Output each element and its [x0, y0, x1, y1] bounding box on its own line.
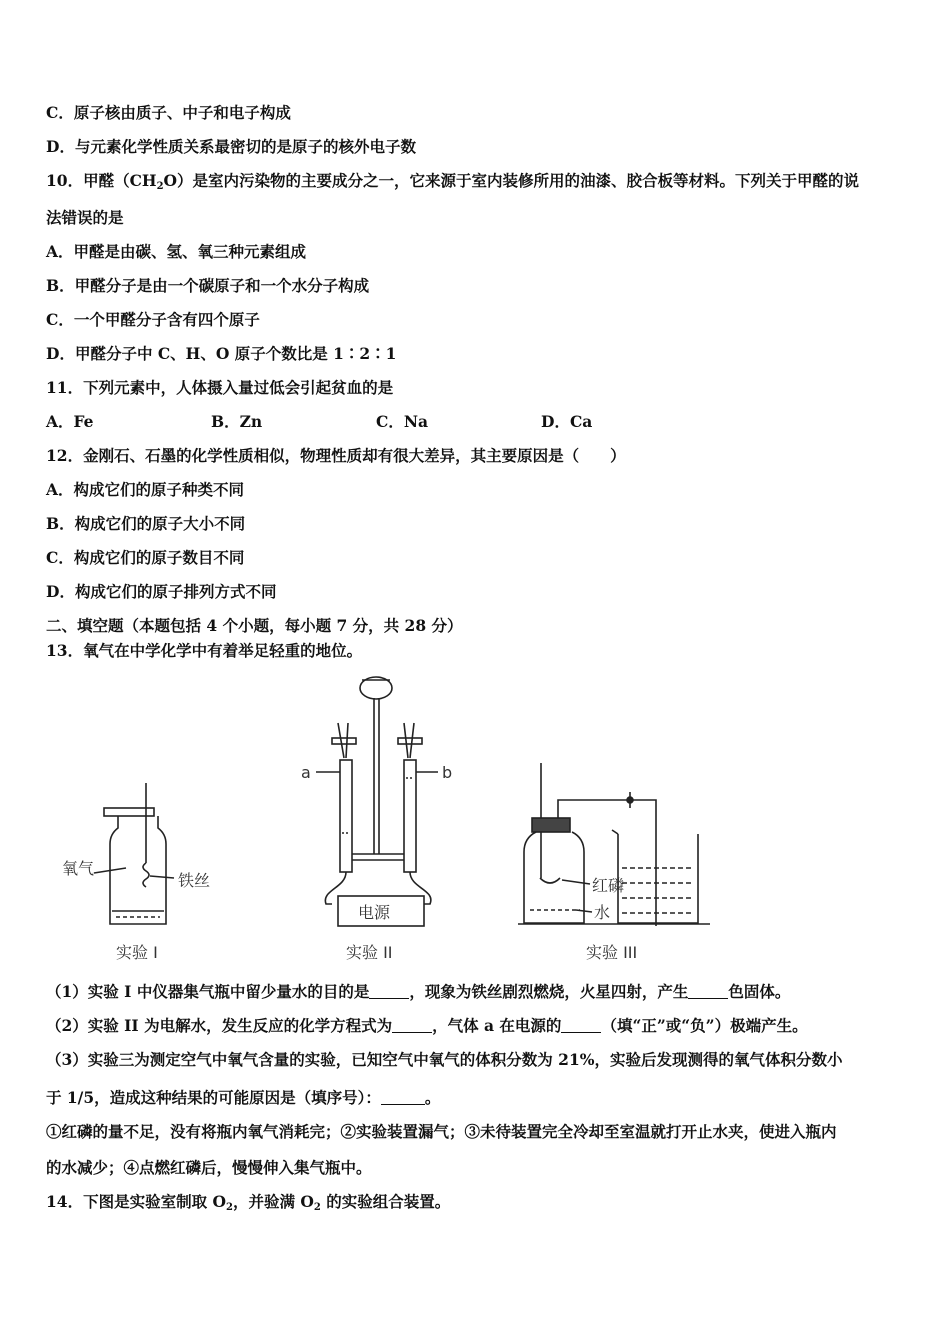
- caption-experiment-3: 实验 III: [586, 943, 638, 962]
- q14-stem-part: 的实验组合装置。: [320, 1192, 451, 1211]
- q9-option-c: C．原子核由质子、中子和电子构成: [46, 103, 291, 122]
- label-oxygen: 氧气: [62, 859, 95, 878]
- q12-option-a: A．构成它们的原子种类不同: [46, 480, 245, 499]
- q9-option-d: D．与元素化学性质关系最密切的是原子的核外电子数: [46, 137, 416, 156]
- q12-stem: 12．金刚石、石墨的化学性质相似，物理性质却有很大差异，其主要原因是（ ）: [46, 446, 626, 465]
- q13-part2-text: （2）实验 II 为电解水，发生反应的化学方程式为: [46, 1016, 393, 1035]
- q11-option-a: A．Fe: [46, 412, 94, 431]
- q13-part1-text: ，现象为铁丝剧烈燃烧，火星四射，产生: [409, 982, 689, 1001]
- label-red-phosphorus: 红磷: [592, 876, 625, 895]
- q13-reasons: ①红磷的量不足，没有将瓶内氧气消耗完；②实验装置漏气；③未待装置完全冷却至室温就打开止水夹，使进入瓶内: [46, 1122, 837, 1141]
- q11-stem: 11．下列元素中，人体摄入量过低会引起贫血的是: [46, 378, 394, 397]
- experiment-3-apparatus: [518, 763, 710, 926]
- answer-blank[interactable]: [688, 984, 728, 999]
- red-phosphorus-leader: [562, 880, 590, 884]
- combustion-spoon: [540, 878, 560, 883]
- answer-blank[interactable]: [561, 1018, 601, 1033]
- caption-experiment-1: 实验 I: [116, 943, 158, 962]
- q13-part3-text: 于 1/5，造成这种结果的可能原因是（填序号）：: [46, 1088, 381, 1107]
- q13-part2: [46, 1016, 808, 1036]
- q11-option-c: C．Na: [376, 412, 429, 431]
- q14-stem-part: ，并验满 O: [232, 1192, 314, 1211]
- water-leader: [576, 910, 592, 912]
- q12-option-d: D．构成它们的原子排列方式不同: [46, 582, 277, 601]
- q11-options: [46, 412, 592, 432]
- experiment-2-apparatus: [316, 677, 438, 926]
- answer-blank[interactable]: [369, 984, 409, 999]
- q10-option-b: B．甲醛分子是由一个碳原子和一个水分子构成: [46, 276, 370, 295]
- beaker: [618, 834, 698, 923]
- q13-part2-text: ，气体 a 在电源的: [432, 1016, 562, 1035]
- iron-wire-leader: [150, 876, 174, 878]
- q14-stem-part: 14．下图是实验室制取 O: [46, 1192, 226, 1211]
- q12-option-c: C．构成它们的原子数目不同: [46, 548, 245, 567]
- q10-option-c: C．一个甲醛分子含有四个原子: [46, 310, 260, 329]
- label-b: b: [442, 763, 453, 782]
- tube-a-tip: [338, 723, 344, 758]
- label-a: a: [301, 763, 311, 782]
- q11-option-d: D．Ca: [541, 412, 593, 431]
- electrolysis-tube-a: [340, 760, 352, 872]
- electrolysis-tube-b: [404, 760, 416, 872]
- q13-part1: [46, 982, 790, 1002]
- caption-experiment-2: 实验 II: [346, 943, 393, 962]
- wire-b: [410, 872, 431, 904]
- label-power-supply: 电源: [358, 903, 391, 922]
- q13-part2-text: （填“正”或“负”）极端产生。: [601, 1016, 808, 1035]
- answer-blank[interactable]: [381, 1090, 425, 1105]
- q13-part3: （3）实验三为测定空气中氧气含量的实验，已知空气中氧气的体积分数为 21%，实验后发现测得的氧气体积分数小: [46, 1050, 843, 1069]
- q10-option-d: D．甲醛分子中 C、H、O 原子个数比是 1∶2∶1: [46, 344, 397, 363]
- q11-option-b: B．Zn: [211, 412, 263, 431]
- q13-part3-text: 。: [424, 1088, 441, 1107]
- q13-stem: 13．氧气在中学化学中有着举足轻重的地位。: [46, 641, 363, 660]
- experiment-1-apparatus: [94, 783, 174, 924]
- q12-option-b: B．构成它们的原子大小不同: [46, 514, 246, 533]
- q14-stem: [46, 1192, 450, 1218]
- q13-part1-text: 色固体。: [728, 982, 791, 1001]
- iron-wire-coil: [143, 863, 149, 887]
- answer-blank[interactable]: [392, 1018, 432, 1033]
- q13-part3-cont: [46, 1088, 440, 1108]
- gas-bottle: [110, 816, 166, 924]
- q10-stem-subscript: 2: [156, 181, 164, 192]
- section-heading: 二、填空题（本题包括 4 个小题，每小题 7 分，共 28 分）: [46, 616, 463, 635]
- label-iron-wire: 铁丝: [178, 871, 211, 890]
- q13-reasons-cont: 的水减少；④点燃红磷后，慢慢伸入集气瓶中。: [46, 1158, 372, 1177]
- stopcock-a: [332, 738, 356, 744]
- q14-subscript: 2: [225, 1202, 233, 1213]
- rubber-stopper: [532, 818, 570, 832]
- tube-b-tip: [404, 723, 408, 758]
- q10-stem-part: 10．甲醛（CH: [46, 171, 157, 190]
- q10-stem-cont: 法错误的是: [46, 208, 124, 227]
- experiment-figure: [46, 668, 926, 968]
- stopcock-b: [398, 738, 422, 744]
- wire-a: [325, 872, 346, 904]
- label-water: 水: [594, 903, 611, 922]
- q10-stem-part: O）是室内污染物的主要成分之一，它来源于室内装修所用的油漆、胶合板等材料。下列关于甲醛的说: [163, 171, 860, 190]
- q10-stem: [46, 171, 859, 197]
- q13-part1-text: （1）实验 I 中仪器集气瓶中留少量水的目的是: [46, 982, 370, 1001]
- q10-option-a: A．甲醛是由碳、氢、氧三种元素组成: [46, 242, 307, 261]
- q14-subscript: 2: [313, 1202, 321, 1213]
